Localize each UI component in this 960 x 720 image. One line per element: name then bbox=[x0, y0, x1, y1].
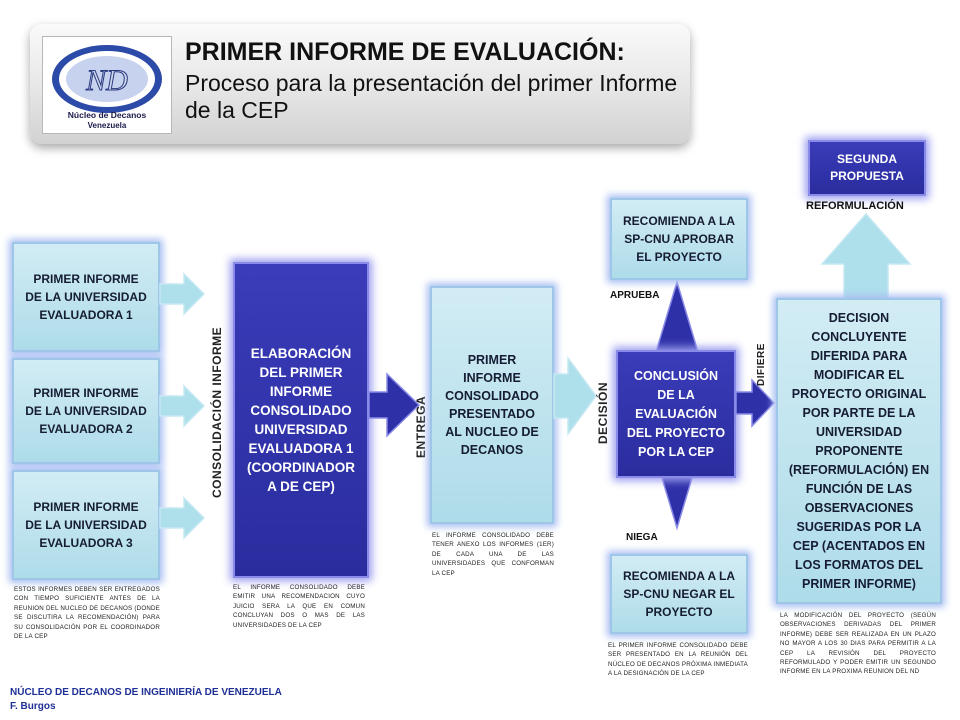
elaboracion-note-text: EL INFORME CONSOLIDADO DEBE EMITIR UNA RECOMENDACION CUYO JUICIO SERA LA QUE EN COMUN CONCLUYAN DOS O MAS DE LAS UNIVERSIDADES DE LA CEP bbox=[233, 584, 365, 629]
footer-author: F. Burgos bbox=[10, 701, 56, 712]
left-note-text: ESTOS INFORMES DEBEN SER ENTREGADOS CON TIEMPO SUFICIENTE ANTES DE LA REUNION DEL NUCLEO DE DECANOS (DONDE SE DISCUTIRA LA RECOMENDACIÓN) PARA SU CONSOLIDACIÓN POR EL COORDINADOR DE LA CEP bbox=[14, 586, 160, 641]
recomienda-negar-box: RECOMIENDA A LA SP-CNU NEGAR EL PROYECTO bbox=[610, 554, 748, 634]
consolidacion-label: CONSOLIDACIÓN INFORME bbox=[210, 326, 224, 498]
negar-note-text: EL PRIMER INFORME CONSOLIDADO DEBE SER PRESENTADO EN LA REUNIÓN DEL NÚCLEO DE DECANOS PRÓXIMA INMEDIATA A LA DESIGNACIÓN DE LA CEP bbox=[608, 642, 748, 678]
footer-organization: NÚCLEO DE DECANOS DE INGEINIERÍA DE VENEZUELA bbox=[10, 687, 282, 698]
arrow-right-icon bbox=[160, 272, 206, 316]
arrow-right-icon bbox=[160, 384, 206, 428]
presentado-note-text: EL INFORME CONSOLIDADO DEBE TENER ANEXO LOS INFORMES (1ER) DE CADA UNA DE LAS UNIVERSIDADES QUE CONFORMAN LA CEP bbox=[432, 532, 554, 577]
segunda-propuesta-box: SEGUNDA PROPUESTA bbox=[808, 140, 926, 196]
decision-label: DECISIÓN bbox=[596, 381, 610, 444]
page-subtitle: Proceso para la presentación del primer Informe de la CEP bbox=[185, 70, 678, 123]
logo bbox=[42, 36, 172, 134]
informe-universidad-2-box: PRIMER INFORME DE LA UNIVERSIDAD EVALUADORA 2 bbox=[12, 358, 160, 464]
informe-presentado-box: PRIMER INFORME CONSOLIDADO PRESENTADO AL NUCLEO DE DECANOS bbox=[430, 286, 554, 524]
decision-concluyente-box: DECISION CONCLUYENTE DIFERIDA PARA MODIFICAR EL PROYECTO ORIGINAL POR PARTE DE LA UNIVERSIDAD PROPONENTE (REFORMULACIÓN) EN FUNCIÓN DE LAS OBSERVACIONES SUGERIDAS POR LA CEP (ACENTADOS EN LOS FORMATOS DEL PRIMER INFORME) bbox=[776, 298, 942, 604]
svg-text:ND: ND bbox=[86, 64, 128, 97]
recomienda-aprobar-box: RECOMIENDA A LA SP-CNU APROBAR EL PROYECTO bbox=[610, 198, 748, 280]
elaboracion-informe-box: ELABORACIÓN DEL PRIMER INFORME CONSOLIDADO UNIVERSIDAD EVALUADORA 1 (COORDINADOR A DE CEP) bbox=[233, 262, 369, 578]
svg-text:Núcleo de Decanos: Núcleo de Decanos bbox=[67, 110, 147, 120]
reformulacion-label: REFORMULACIÓN bbox=[806, 200, 904, 212]
informe-universidad-3-box: PRIMER INFORME DE LA UNIVERSIDAD EVALUADORA 3 bbox=[12, 470, 160, 580]
entrega-label: ENTREGA bbox=[414, 395, 428, 458]
arrow-up-icon bbox=[816, 212, 916, 300]
svg-text:Venezuela: Venezuela bbox=[87, 121, 127, 130]
difiere-label: DIFIERE bbox=[756, 343, 767, 386]
arrow-right-icon bbox=[554, 356, 598, 436]
conclusion-evaluacion-box: CONCLUSIÓN DE LA EVALUACIÓN DEL PROYECTO POR LA CEP bbox=[616, 350, 736, 478]
footer bbox=[10, 686, 282, 714]
informe-universidad-1-box: PRIMER INFORME DE LA UNIVERSIDAD EVALUADORA 1 bbox=[12, 242, 160, 352]
logo-emblem-icon bbox=[43, 37, 171, 133]
niega-label: NIEGA bbox=[626, 532, 658, 543]
decision-note-text: LA MODIFICACIÓN DEL PROYECTO (SEGÚN OBSERVACIONES DERIVADAS DEL PRIMER INFORME) DEBE SER REALIZADA EN UN PLAZO NO MAYOR A LOS 30 DIAS PARA PERMITIR A LA CEP LA REVISIÓN DEL PROYECTO REFORMULADO Y PODER EMITIR UN SEGUNDO INFORME EN LA PROXIMA REUNION DEL ND bbox=[780, 612, 936, 676]
arrow-right-icon bbox=[160, 496, 206, 540]
page-title: PRIMER INFORME DE EVALUACIÓN: bbox=[185, 38, 625, 66]
aprueba-label: APRUEBA bbox=[610, 290, 660, 301]
